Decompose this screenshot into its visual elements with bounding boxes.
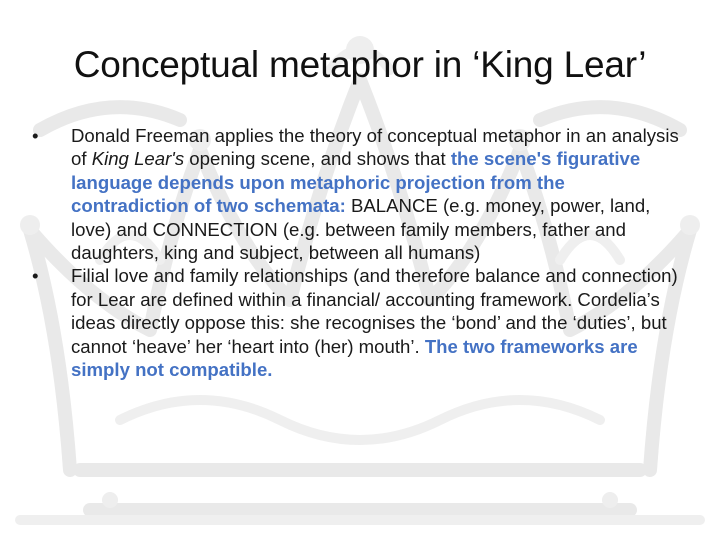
bullet-list — [32, 124, 682, 381]
highlighted-text: the scene's figurative language depends upon metaphoric projection from the contradiction of two schemata: — [71, 148, 641, 217]
bullet-text: opening scene, and shows that — [184, 148, 451, 170]
slide-title: Conceptual metaphor in ‘King Lear’ — [73, 44, 647, 85]
bullet-text: Filial love and family relationships (and therefore balance and connection) for Lear are defined within a financial/ accounting framework. Cordelia’s ideas directly oppose this: she recognises the ‘bond’ and the ‘duties’, but cannot ‘heave’ her ‘heart into (her) mouth’. — [71, 265, 678, 357]
bullet-text: Donald Freeman applies the theory of conceptual metaphor in an analysis of — [71, 125, 679, 170]
bullet-dot-icon: • — [32, 125, 39, 146]
bullet-text: BALANCE (e.g. money, power, land, love) and CONNECTION (e.g. between family members, father and daughters, king and subject, between all humans) — [71, 195, 651, 264]
list-item — [32, 264, 682, 381]
bullet-dot-icon: • — [32, 265, 39, 287]
list-item — [32, 124, 682, 264]
highlighted-text: The two frameworks are simply not compatible. — [71, 335, 638, 381]
play-title: King Lear's — [91, 148, 185, 170]
